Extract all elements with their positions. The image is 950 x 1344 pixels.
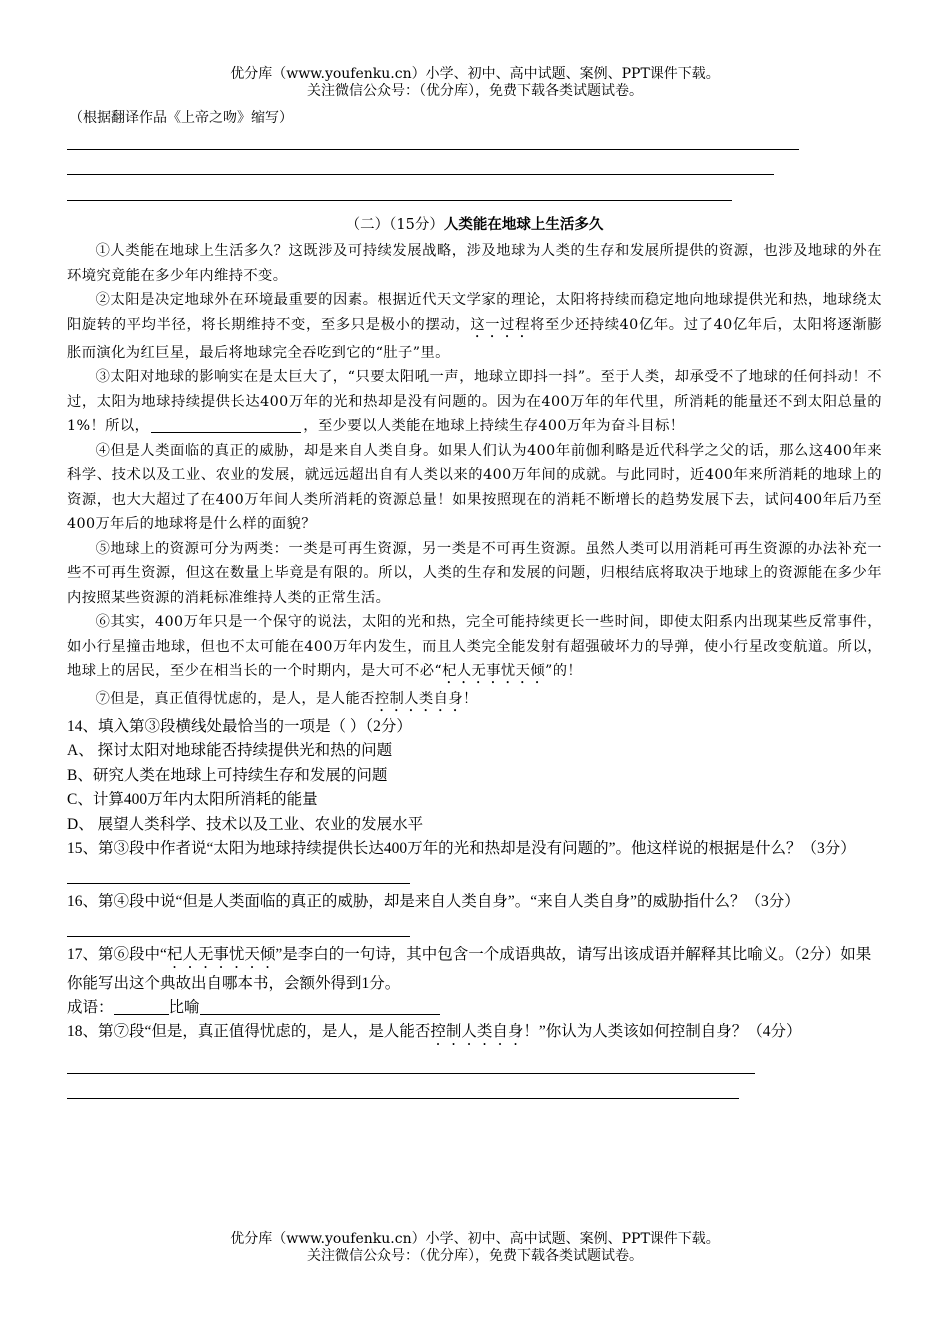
- paragraph-1: ①人类能在地球上生活多久？这既涉及可持续发展战略，涉及地球为人类的生存和发展所提供的资源，也涉及地球的外在环境究竟能在多少年内维持不变。: [67, 243, 882, 284]
- header-line-1: 优分库（www.youfenku.cn）小学、初中、高中试题、案例、PPT课件下载。: [230, 66, 720, 82]
- answer-line[interactable]: [67, 936, 410, 937]
- section-title: [67, 215, 882, 235]
- idiom-label: 成语：: [67, 999, 114, 1016]
- meaning-blank[interactable]: [200, 1000, 440, 1015]
- question-text: 17、第⑥段中“: [67, 946, 167, 963]
- answer-line[interactable]: [67, 1073, 755, 1074]
- paragraph-5: ⑤地球上的资源可分为两类：一类是可再生资源，另一类是不可再生资源。虽然人类可以用消耗可再生资源的办法补充一些不可再生资源，但这在数量上毕竟是有限的。所以，人类的生存和发展的问题，归根结底将取决于地球上的资源能在多少年内按照某些资源的消耗标准维持人类的正常生活。: [67, 540, 882, 606]
- question-18: [67, 1020, 882, 1049]
- paragraph-text: ”的！: [545, 663, 583, 679]
- paragraph-2: [67, 288, 882, 365]
- question-text: ”是李白的一句诗，其中包含一个成语典故，请写出该成语并解释其比喻义。（2分）如果你能写出这个典故出自哪本书，会额外得到1分。: [67, 946, 872, 992]
- idiom-answer-row: [67, 996, 882, 1020]
- dotted-phrase: 杞人无事忧天倾: [166, 946, 276, 963]
- question-16: 16、第④段中说“但是人类面临的真正的威胁，却是来自人类自身”。“来自人类自身”的威胁指什么？（3分）: [67, 893, 800, 910]
- source-note: （根据翻译作品《上帝之吻》缩写）: [69, 110, 293, 126]
- article-title: 人类能在地球上生活多久: [443, 216, 604, 233]
- fill-in-blank[interactable]: [151, 418, 301, 433]
- paragraph-text: ，至少要以人类能在地球上持续生存400万年为奋斗目标！: [303, 418, 685, 434]
- question-text: 18、第⑦段“但是，真正值得忧虑的，是人，是人能否: [67, 1023, 431, 1040]
- option-d: D、 展望人类科学、技术以及工业、农业的发展水平: [67, 815, 424, 833]
- answer-line[interactable]: [67, 883, 410, 884]
- answer-line: [67, 174, 774, 175]
- dotted-phrase: 这一过程: [470, 316, 531, 333]
- paragraph-4: ④但是人类面临的真正的威胁，却是来自人类自身。如果人们认为400年前伽利略是近代科学之父的话，那么这400年来科学、技术以及工业、农业的发展，就远远超出自有人类以来的400万年间的成就。与此同时，近400年来所消耗的地球上的资源，也大大超过了在400万年间人类所消耗的资源总量！如果按照现在的消耗不断增长的趋势发展下去，试问400年后乃至400万年后的地球将是什么样的面貌？: [67, 442, 882, 532]
- paragraph-text: ②太阳是决定地球外在环境最重要的因素。根据近代天文学家的理论，太阳将持续而稳定地向地球提供光和热，地球绕太阳旋转的平均半径，将长期维持不变，至多只是极小的摆动，: [67, 292, 882, 333]
- footer-line-2: 关注微信公众号：（优分库），免费下载各类试题试卷。: [307, 1248, 643, 1264]
- option-c: C、计算400万年内太阳所消耗的能量: [67, 791, 318, 808]
- paragraph-text: 将至少还持续40亿年。过了40亿年后，太阳将逐渐膨胀而演化为红巨星，最后将地球完全吞吃到它的“肚子”里。: [67, 316, 882, 361]
- answer-line: [67, 200, 732, 201]
- question-17: [67, 943, 882, 996]
- question-15: 15、第③段中作者说“太阳为地球持续提供长达400万年的光和热却是没有问题的”。他这样说的根据是什么？（3分）: [67, 840, 856, 857]
- question-text: ！”你认为人类该如何控制自身？（4分）: [523, 1023, 802, 1040]
- answer-line[interactable]: [67, 1098, 739, 1099]
- dotted-phrase: 控制人类自身: [430, 1023, 524, 1040]
- paragraph-text: ⑥其实，400万年只是一个保守的说法，太阳的光和热，完全可能持续更长一些时间，即使太阳系内出现某些反常事件，如小行星撞击地球，但也不太可能在400万年内发生，而且人类完全能发射有超强破坏力的导弹，使小行星改变航道。所以，地球上的居民，至少在相当长的一个时期内，是大可不必“: [67, 614, 882, 679]
- paragraph-3: [67, 365, 882, 439]
- paragraph-6: [67, 610, 882, 687]
- paragraph-text: ！: [463, 691, 478, 707]
- page-footer: [0, 1231, 950, 1265]
- dotted-phrase: 控制人类自身: [374, 691, 464, 707]
- section-score: （二）（15分）: [345, 217, 444, 233]
- question-14: 14、填入第③段横线处最恰当的一项是（ ）（2分）: [67, 718, 412, 735]
- meaning-label: 比喻: [168, 999, 200, 1016]
- option-a: A、 探讨太阳对地球能否持续提供光和热的问题: [67, 742, 393, 759]
- answer-line: [67, 149, 799, 150]
- paragraph-7: [67, 687, 882, 715]
- dotted-phrase: 杞人无事忧天倾: [442, 663, 546, 679]
- paragraph-text: ③太阳对地球的影响实在是太巨大了，“只要太阳吼一声，地球立即抖一抖”。至于人类，却承受不了地球的任何抖动！不过，太阳为地球持续提供长达400万年的光和热却是没有问题的。因为在400万年的年代里，所消耗的能量还不到太阳总量的1%！所以，: [67, 369, 882, 434]
- idiom-blank[interactable]: [114, 1000, 169, 1015]
- header-line-2: 关注微信公众号：（优分库），免费下载各类试题试卷。: [307, 83, 643, 99]
- paragraph-text: ⑦但是，真正值得忧虑的，是人，是人能否: [95, 691, 375, 707]
- footer-line-1: 优分库（www.youfenku.cn）小学、初中、高中试题、案例、PPT课件下载。: [230, 1231, 720, 1247]
- exam-page: [67, 108, 882, 1099]
- page-header: [0, 66, 950, 100]
- option-b: B、研究人类在地球上可持续生存和发展的问题: [67, 766, 388, 784]
